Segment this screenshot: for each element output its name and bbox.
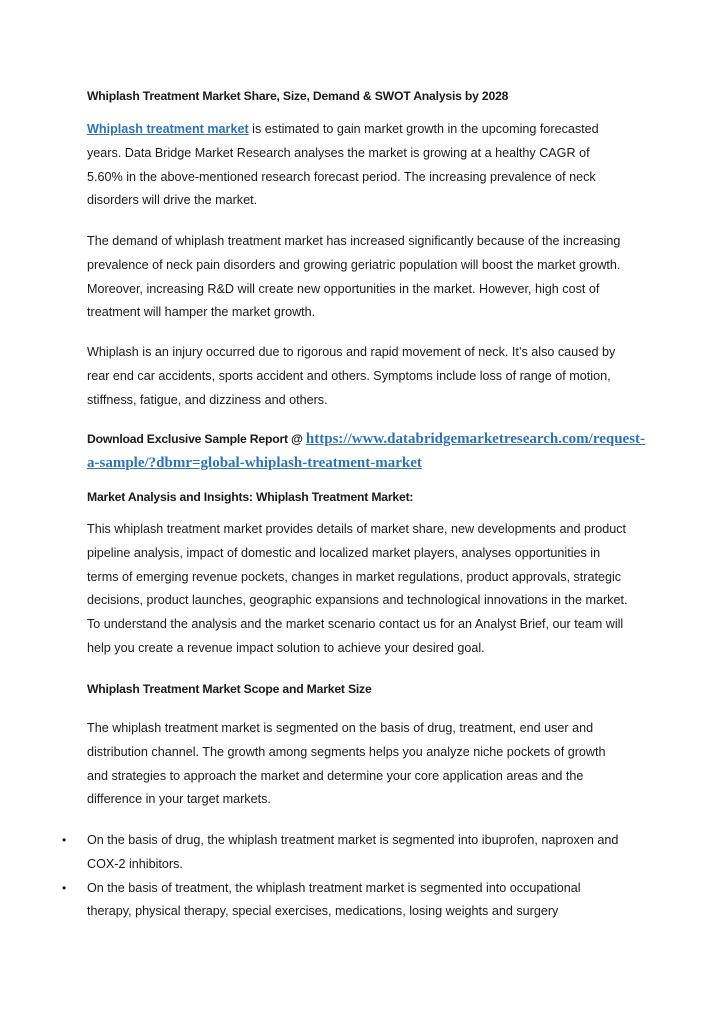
intro-line-1-text: is estimated to gain market growth in the upcoming forecasted — [248, 122, 599, 136]
analysis-line-3: terms of emerging revenue pockets, changes in market regulations, product approvals, strategic — [87, 569, 622, 584]
analysis-line-4: decisions, product launches, geographic expansions and technological innovations in the market. — [87, 593, 628, 608]
demand-line-2: prevalence of neck pain disorders and growing geriatric population will boost the market growth. — [87, 257, 621, 272]
download-label: Download Exclusive Sample Report @ — [87, 432, 306, 446]
download-line-1 — [87, 427, 647, 451]
sample-report-link-part-1[interactable]: https://www.databridgemarketresearch.com/request- — [305, 431, 646, 447]
intro-line-3: 5.60% in the above-mentioned research forecast period. The increasing prevalence of neck — [87, 169, 596, 184]
scope-line-1: The whiplash treatment market is segmented on the basis of drug, treatment, end user and — [87, 721, 594, 735]
analysis-line-6: help you create a revenue impact solution to achieve your desired goal. — [87, 640, 485, 655]
definition-paragraph — [87, 341, 647, 412]
bullet-icon: • — [62, 880, 67, 895]
intro-paragraph — [87, 118, 647, 213]
bullet-1-line-1: On the basis of drug, the whiplash treatment market is segmented into ibuprofen, naproxen and — [87, 833, 619, 847]
demand-line-4: treatment will hamper the market growth. — [87, 305, 316, 320]
definition-line-1: Whiplash is an injury occurred due to rigorous and rapid movement of neck. It’s also caused by — [87, 345, 616, 359]
analysis-line-2: pipeline analysis, impact of domestic and localized market players, analyses opportunities in — [87, 545, 601, 560]
sample-report-link-part-2[interactable]: a-sample/?dbmr=global-whiplash-treatment-market — [87, 455, 422, 471]
analysis-paragraph — [87, 518, 647, 661]
demand-paragraph — [87, 230, 647, 325]
scope-line-3: and strategies to approach the market and determine your core application areas and the — [87, 768, 584, 783]
bullet-1-line-2: COX-2 inhibitors. — [87, 856, 183, 871]
intro-line-2: years. Data Bridge Market Research analyses the market is growing at a healthy CAGR of — [87, 145, 590, 160]
scope-heading: Whiplash Treatment Market Scope and Market Size — [87, 682, 372, 696]
segment-bullet-list — [0, 829, 719, 924]
definition-line-2: rear end car accidents, sports accident and others. Symptoms include loss of range of motion, — [87, 368, 611, 383]
list-item — [0, 829, 719, 877]
demand-line-3: Moreover, increasing R&D will create new opportunities in the market. However, high cost of — [87, 281, 600, 296]
bullet-2-line-2: therapy, physical therapy, special exercises, medications, losing weights and surgery — [87, 904, 559, 919]
download-line-2 — [87, 451, 647, 475]
intro-line-1 — [87, 118, 647, 142]
demand-line-1: The demand of whiplash treatment market has increased significantly because of the increasing — [87, 234, 621, 248]
document-title: Whiplash Treatment Market Share, Size, Demand & SWOT Analysis by 2028 — [87, 89, 509, 103]
definition-line-3: stiffness, fatigue, and dizziness and others. — [87, 392, 328, 407]
market-keyword-link[interactable]: Whiplash treatment market — [87, 122, 249, 136]
bullet-icon: • — [62, 833, 67, 847]
analysis-line-1: This whiplash treatment market provides details of market share, new developments and product — [87, 522, 626, 536]
analysis-heading: Market Analysis and Insights: Whiplash Treatment Market: — [87, 490, 414, 504]
scope-line-2: distribution channel. The growth among segments helps you analyze niche pockets of growth — [87, 744, 606, 759]
analysis-line-5: To understand the analysis and the market scenario contact us for an Analyst Brief, our team will — [87, 617, 624, 632]
bullet-2-line-1: On the basis of treatment, the whiplash treatment market is segmented into occupational — [87, 880, 581, 895]
intro-line-4: disorders will drive the market. — [87, 193, 258, 208]
list-item — [0, 877, 719, 925]
scope-paragraph — [87, 717, 647, 812]
bullet-text — [87, 877, 719, 925]
scope-line-4: difference in your target markets. — [87, 792, 271, 807]
bullet-text — [87, 829, 719, 877]
download-sample-paragraph — [87, 427, 647, 475]
